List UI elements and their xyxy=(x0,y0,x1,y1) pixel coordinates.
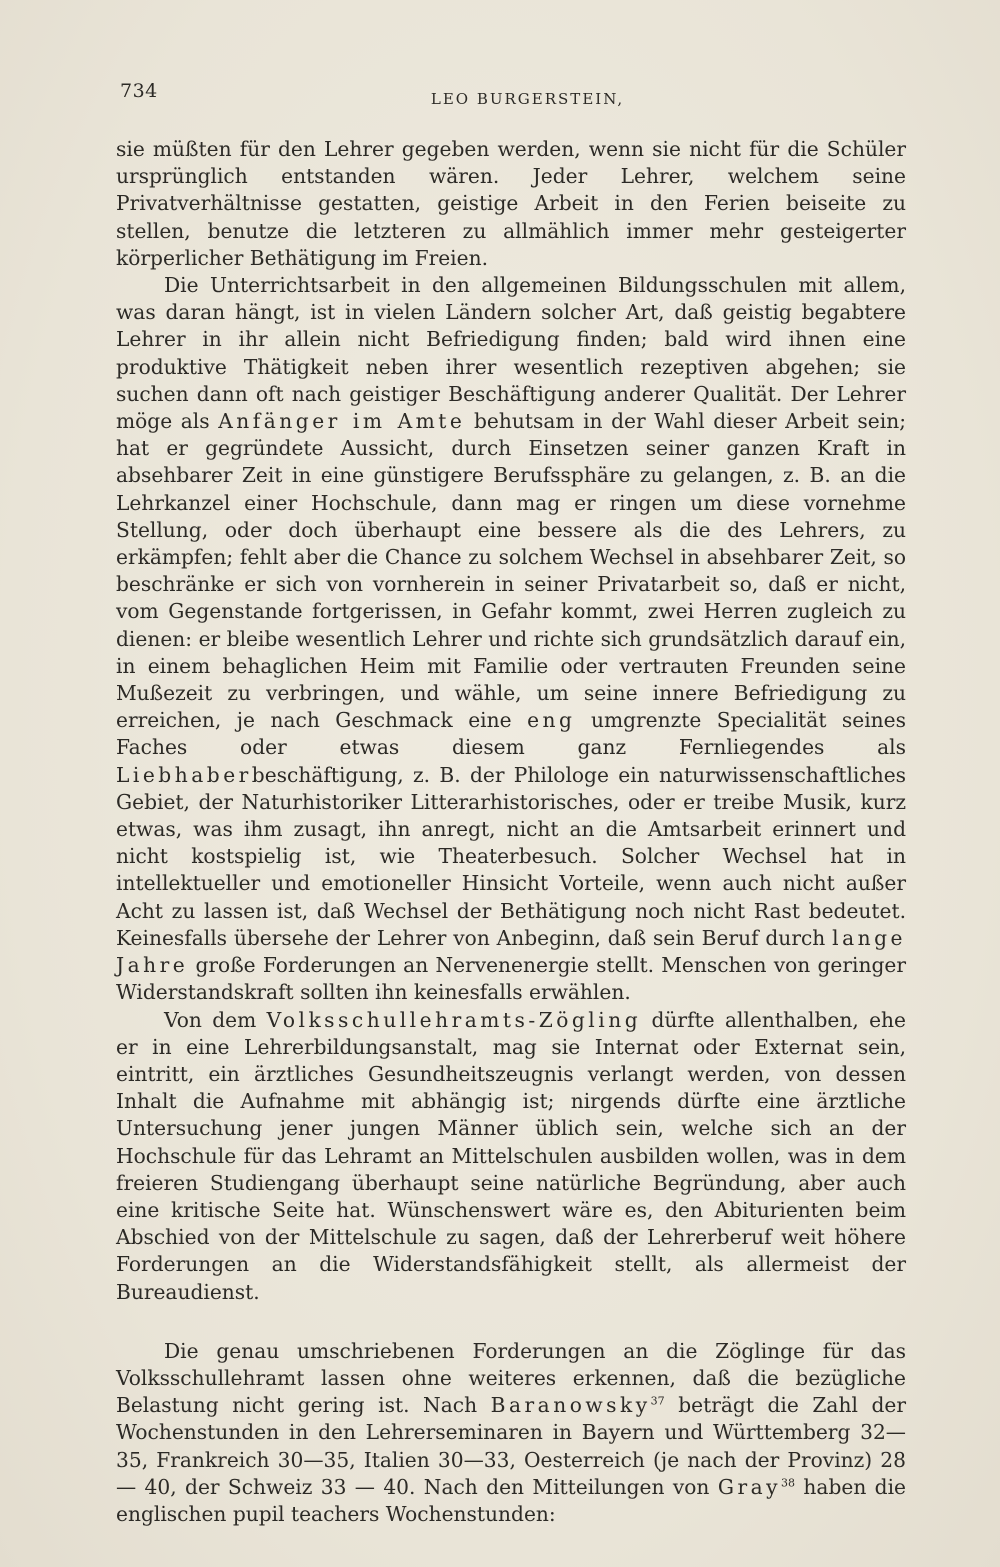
spaced-emphasis: Gray xyxy=(717,1474,782,1499)
spaced-emphasis: Baranowsky xyxy=(490,1393,651,1418)
text-run: beschäftigung, z. B. der Philologe ein naturwissenschaftliches Gebiet, der Naturhistoriker Litterarhistorisches, oder er treibe Musik, kurz etwas, was ihm zusagt, ihn anregt, nicht an die Amtsarbeit erinnert und nicht kostspielig ist, wie Theaterbesuch. Solcher Wechsel hat in intellektueller und emotioneller Hinsicht Vorteile, wenn auch nicht außer Acht zu lassen ist, daß Wechsel der Bethätigung noch nicht Rast bedeutet. Keinesfalls übersehe der Lehrer von Anbeginn, daß sein Beruf durch xyxy=(116,762,906,950)
text-run: dürfte allenthalben, ehe er in eine Lehrerbildungsanstalt, mag sie Internat oder Externat sein, eintritt, ein ärztliches Gesundheitszeugnis verlangt werden, von dessen Inhalt die Aufnahme mit abhängig ist; nirgends dürfte eine ärztliche Untersuchung jener jungen Männer üblich sein, welche sich an der Hochschule für das Lehramt an Mittelschulen ausbilden wollen, was in dem freieren Studiengang überhaupt seine natürliche Begründung, aber auch eine kritische Seite hat. Wünschenswert wäre es, den Abiturienten beim Abschied von der Mittelschule zu sagen, daß der Lehrerberuf weit höhere Forderungen an die Widerstandsfähigkeit stellt, als allermeist der Bureaudienst. xyxy=(116,1007,906,1304)
running-head xyxy=(120,80,900,110)
text-run: beträgt die Zahl der Wochenstunden in den Lehrerseminaren in Bayern und Württemberg 32—35, Frankreich 30—35, Italien 30—33, Oesterreich (je nach der Provinz) 28 — 40, der Schweiz 33 — 40. Nach den Mitteilungen von xyxy=(116,1393,907,1499)
text-run: umgrenzte Specialität seines Faches oder etwas diesem ganz Fernliegendes als xyxy=(116,708,906,760)
body-text xyxy=(116,136,906,1528)
text-run: behutsam in der Wahl dieser Arbeit sein; hat er gegründete Aussicht, durch Einsetzen seiner ganzen Kraft in absehbarer Zeit in eine günstigere Berufssphäre zu gelangen, z. B. an die Lehrkanzel einer Hochschule, dann mag er ringen um diese vornehme Stellung, oder doch überhaupt eine bessere als die des Lehrers, zu erkämpfen; fehlt aber die Chance zu solchem Wechsel in absehbarer Zeit, so beschränke er sich von vornherein in seiner Privatarbeit so, daß er nicht, vom Gegenstande fortgerissen, in Gefahr kommt, zwei Herren zugleich zu dienen: er bleibe wesentlich Lehrer und richte sich grundsätzlich darauf ein, in einem behaglichen Heim mit Familie oder vertrauten Freunden seine Mußezeit zu verbringen, und wähle, um seine innere Befriedigung zu erreichen, je nach Geschmack eine xyxy=(116,409,906,733)
paragraph-continued: sie müßten für den Lehrer gegeben werden, wenn sie nicht für die Schüler ursprünglich entstanden wären. Jeder Lehrer, welchem seine Privatverhältnisse gestatten, geistige Arbeit in den Ferien beiseite zu stellen, benutze die letzteren zu allmählich immer mehr gesteigerter körperlicher Bethätigung im Freien. xyxy=(116,137,906,270)
paragraph-weekly-hours xyxy=(116,1338,906,1528)
footnote-ref: 38 xyxy=(781,1476,796,1490)
footnote-ref: 37 xyxy=(650,1394,665,1408)
spaced-emphasis: Anfänger im Amte xyxy=(218,409,466,434)
spaced-emphasis: Volksschullehramts-Zögling xyxy=(266,1007,642,1032)
running-title: LEO BURGERSTEIN, xyxy=(430,90,625,108)
spaced-emphasis: lange Jahre xyxy=(116,925,906,978)
text-run: haben die englischen pupil teachers Wochenstunden: xyxy=(116,1474,907,1526)
paragraph-teacher-work xyxy=(116,272,906,1006)
page-number: 734 xyxy=(120,80,158,102)
text-run: Von dem xyxy=(164,1007,257,1032)
spaced-emphasis: Liebhaber xyxy=(116,762,252,787)
text-run: große Forderungen an Nervenenergie stellt. Menschen von geringer Widerstandskraft sollten ihn keinesfalls erwählen. xyxy=(116,953,906,1005)
text-run: Die genau umschriebenen Forderungen an die Zöglinge für das Volksschullehramt lassen ohne weiteres erkennen, daß die bezügliche Belastung nicht gering ist. Nach xyxy=(116,1338,906,1418)
spaced-emphasis: eng xyxy=(527,708,576,733)
paragraph-health-certificate xyxy=(116,1007,906,1306)
text-run: Die Unterrichtsarbeit in den allgemeinen Bildungsschulen mit allem, was daran hängt, ist in vielen Ländern solcher Art, daß geistig begabtere Lehrer in ihr allein nicht Befriedigung finden; bald wird ihnen eine produktive Thätigkeit neben ihrer wesentlich rezeptiven abgehen; sie suchen dann oft nach geistiger Beschäftigung anderer Qualität. Der Lehrer möge als xyxy=(116,273,906,434)
